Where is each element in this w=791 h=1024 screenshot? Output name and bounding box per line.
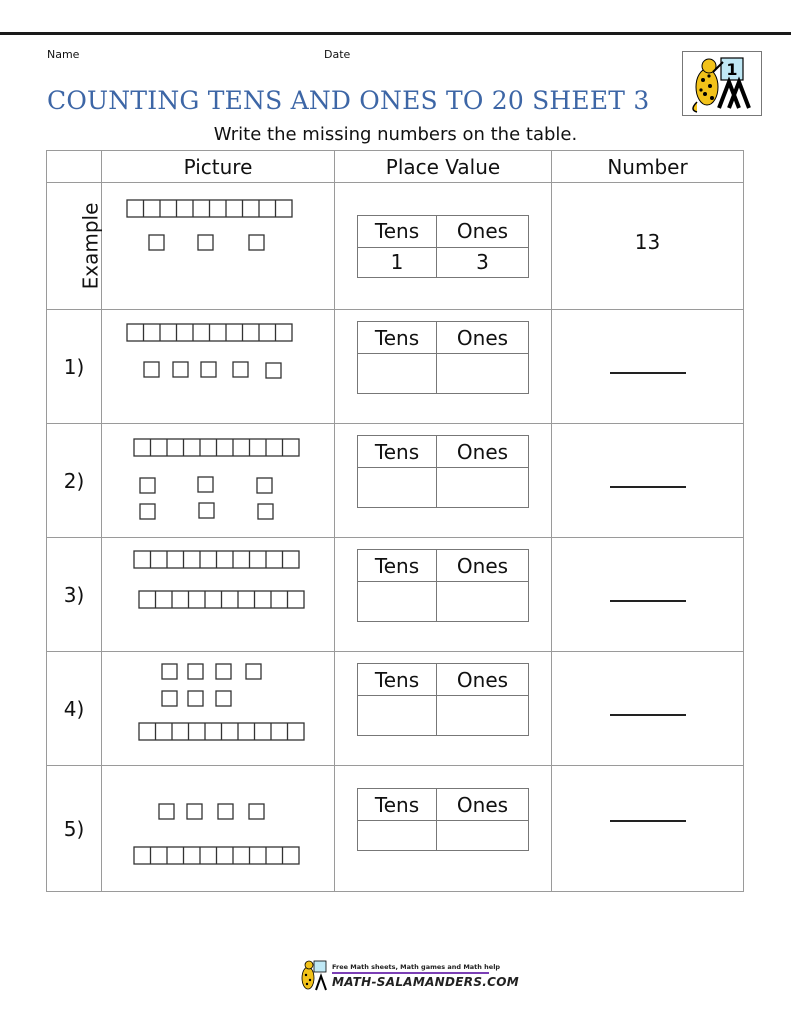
footer-branding <box>296 958 519 994</box>
question-5-place-value <box>335 766 552 892</box>
tens-answer-box[interactable] <box>358 696 437 736</box>
ones-answer-box[interactable] <box>437 582 529 622</box>
salamander-logo <box>682 51 762 116</box>
question-label: 2) <box>47 424 102 538</box>
one-square <box>187 804 202 819</box>
question-row-4 <box>47 652 744 766</box>
date-label: Date <box>324 48 351 61</box>
ten-bar <box>127 200 292 217</box>
one-square <box>140 478 155 493</box>
page-title: COUNTING TENS AND ONES TO 20 SHEET 3 <box>47 86 650 115</box>
one-square <box>140 504 155 519</box>
header-row <box>47 151 744 183</box>
example-label: Example <box>78 202 103 290</box>
ones-header: Ones <box>437 215 529 247</box>
question-2-place-value <box>335 424 552 538</box>
pv-table <box>357 435 529 508</box>
one-square <box>198 235 213 250</box>
question-row-5 <box>47 766 744 892</box>
pv-table <box>357 321 529 394</box>
ten-bar <box>134 439 299 456</box>
question-1-picture <box>102 310 335 424</box>
header-blank <box>47 151 102 183</box>
logo-digit: 1 <box>726 60 738 79</box>
tens-answer-box[interactable] <box>358 354 437 394</box>
one-square <box>144 362 159 377</box>
ones-header: Ones <box>437 664 529 696</box>
question-label: 3) <box>47 538 102 652</box>
number-answer-line[interactable] <box>610 472 686 488</box>
question-row-2 <box>47 424 744 538</box>
one-square <box>199 503 214 518</box>
example-label-cell <box>47 183 102 310</box>
number-answer-line[interactable] <box>610 586 686 602</box>
number-answer-line[interactable] <box>610 700 686 716</box>
footer-tagline: Free Math sheets, Math games and Math help <box>332 963 501 971</box>
question-4-picture <box>102 652 335 766</box>
ones-answer-box[interactable] <box>437 354 529 394</box>
ones-header: Ones <box>437 436 529 468</box>
question-1-blocks <box>102 310 335 423</box>
one-square <box>162 664 177 679</box>
one-square <box>246 664 261 679</box>
question-1-place-value <box>335 310 552 424</box>
question-3-place-value <box>335 538 552 652</box>
footer-salamander-icon <box>296 958 332 994</box>
one-square <box>266 363 281 378</box>
pv-table <box>357 549 529 622</box>
one-square <box>201 362 216 377</box>
question-3-number <box>552 538 744 652</box>
ten-bar <box>134 847 299 864</box>
ten-bar <box>134 551 299 568</box>
ones-header: Ones <box>437 550 529 582</box>
question-3-picture <box>102 538 335 652</box>
one-square <box>218 804 233 819</box>
ten-bar <box>127 324 292 341</box>
number-answer-line[interactable] <box>610 358 686 374</box>
pv-table <box>357 788 529 851</box>
footer-divider <box>332 972 489 974</box>
question-3-blocks <box>102 538 335 651</box>
ones-answer-box[interactable] <box>437 468 529 508</box>
header-picture: Picture <box>102 151 335 183</box>
ones-header: Ones <box>437 789 529 821</box>
example-row <box>47 183 744 310</box>
ones-answer-box[interactable] <box>437 821 529 851</box>
question-row-3 <box>47 538 744 652</box>
instruction-text: Write the missing numbers on the table. <box>213 124 578 145</box>
tens-answer-box[interactable] <box>358 582 437 622</box>
example-place-value <box>335 183 552 310</box>
one-square <box>249 235 264 250</box>
question-5-number <box>552 766 744 892</box>
pv-table <box>357 663 529 736</box>
ones-value: 3 <box>437 247 529 277</box>
question-label: 1) <box>47 310 102 424</box>
one-square <box>159 804 174 819</box>
example-blocks <box>102 183 335 309</box>
one-square <box>162 691 177 706</box>
tens-header: Tens <box>358 215 437 247</box>
worksheet-table <box>46 150 744 892</box>
one-square <box>233 362 248 377</box>
one-square <box>188 664 203 679</box>
tens-answer-box[interactable] <box>358 468 437 508</box>
question-label: 5) <box>47 766 102 892</box>
footer-site-link[interactable]: MATH-SALAMANDERS.COM <box>332 975 519 989</box>
question-2-number <box>552 424 744 538</box>
ten-bar <box>139 723 304 740</box>
question-2-picture <box>102 424 335 538</box>
one-square <box>188 691 203 706</box>
one-square <box>198 477 213 492</box>
question-4-blocks <box>102 652 335 765</box>
salamander-logo-icon <box>683 52 761 115</box>
tens-header: Tens <box>358 322 437 354</box>
one-square <box>258 504 273 519</box>
one-square <box>216 664 231 679</box>
tens-answer-box[interactable] <box>358 821 437 851</box>
ones-answer-box[interactable] <box>437 696 529 736</box>
top-rule <box>0 32 791 35</box>
ones-header: Ones <box>437 322 529 354</box>
number-answer-line[interactable] <box>610 806 686 822</box>
question-5-blocks <box>102 766 335 891</box>
question-4-place-value <box>335 652 552 766</box>
example-number-value: 13 <box>634 230 661 254</box>
question-1-number <box>552 310 744 424</box>
tens-header: Tens <box>358 789 437 821</box>
one-square <box>249 804 264 819</box>
one-square <box>149 235 164 250</box>
header-number: Number <box>552 151 744 183</box>
one-square <box>173 362 188 377</box>
question-row-1 <box>47 310 744 424</box>
example-picture <box>102 183 335 310</box>
tens-header: Tens <box>358 550 437 582</box>
ten-bar <box>139 591 304 608</box>
header-place-value: Place Value <box>335 151 552 183</box>
tens-header: Tens <box>358 436 437 468</box>
example-pv-table <box>357 215 529 278</box>
question-2-blocks <box>102 424 335 537</box>
one-square <box>216 691 231 706</box>
tens-header: Tens <box>358 664 437 696</box>
name-label: Name <box>47 48 80 61</box>
example-number <box>552 183 744 310</box>
question-4-number <box>552 652 744 766</box>
one-square <box>257 478 272 493</box>
question-5-picture <box>102 766 335 892</box>
tens-value: 1 <box>358 247 437 277</box>
question-label: 4) <box>47 652 102 766</box>
